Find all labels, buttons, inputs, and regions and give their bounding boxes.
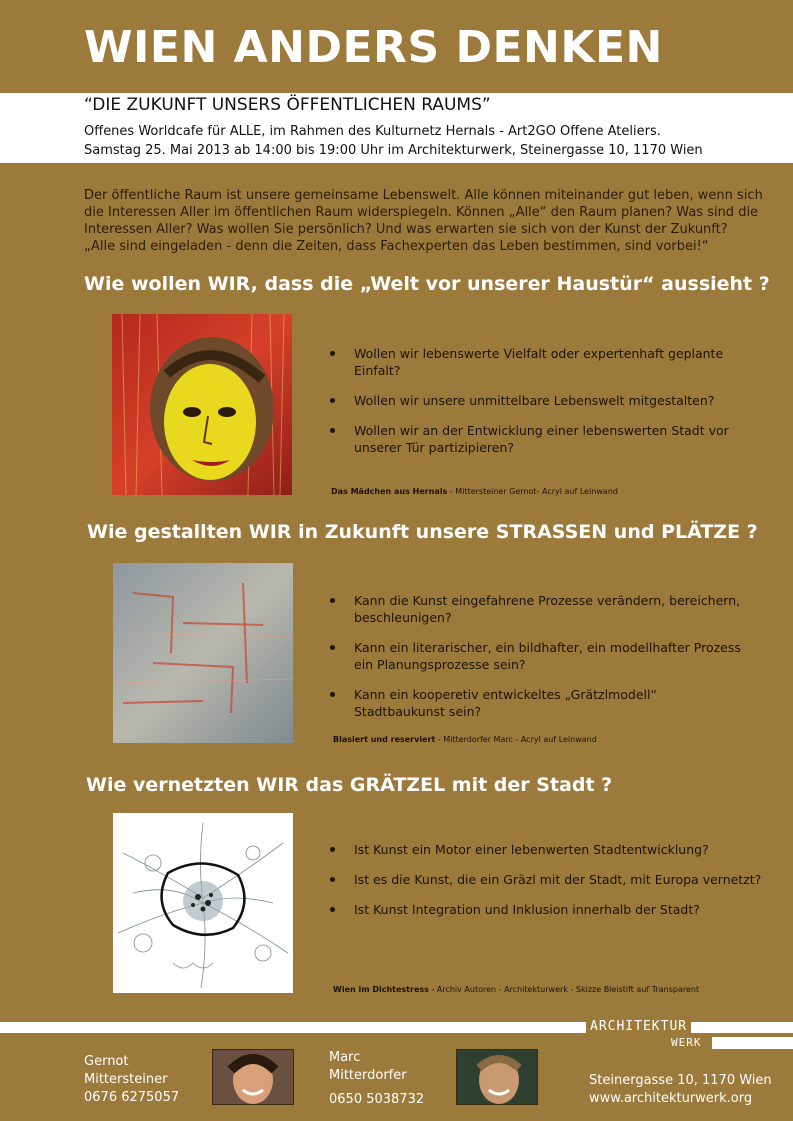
- logo-bar: [712, 1037, 793, 1049]
- image-caption: Wien im Dichtestress - Archiv Autoren - Architekturwerk - Skizze Bleistift auf Transparent: [333, 985, 700, 994]
- list-item: Wollen wir an der Entwicklung einer lebenswerten Stadt vor unserer Tür partizipieren?: [330, 422, 770, 456]
- bullet-icon: [330, 428, 335, 433]
- bullet-icon: [330, 351, 335, 356]
- painting-abstract-image: [113, 563, 293, 743]
- architekturwerk-logo: ARCHITEKTUR: [586, 1019, 691, 1034]
- contact-marc: Marc Mitterdorfer 0650 5038732: [329, 1050, 425, 1107]
- contact-gernot: Gernot Mittersteiner 0676 6275057: [84, 1054, 180, 1105]
- bullet-icon: [330, 907, 335, 912]
- subtitle: “DIE ZUKUNFT UNSERS ÖFFENTLICHEN RAUMS”: [84, 95, 491, 115]
- intro-line: Der öffentliche Raum ist unsere gemeinsame Lebenswelt. Alle können miteinander gut leben, wenn sich: [84, 188, 763, 203]
- event-description: Offenes Worldcafe für ALLE, im Rahmen des Kulturnetz Hernals - Art2GO Offene Ateliers.: [84, 124, 661, 139]
- bullet-icon: [330, 877, 335, 882]
- page-title: WIEN ANDERS DENKEN: [84, 22, 663, 73]
- bullet-icon: [330, 398, 335, 403]
- intro-paragraph: [84, 187, 774, 255]
- list-item: Ist Kunst Integration und Inklusion innerhalb der Stadt?: [330, 901, 770, 918]
- avatar: [212, 1049, 294, 1105]
- list-item: Kann ein literarischer, ein bildhafter, ein modellhafter Prozess ein Planungsprozesse sein?: [330, 639, 750, 673]
- intro-line: die Interessen Aller im öffentlichen Raum widerspiegeln. Können „Alle“ den Raum planen? Was sind die: [84, 205, 759, 220]
- painting-girl-image: [112, 314, 292, 495]
- section-heading: Wie gestallten WIR in Zukunft unsere STRASSEN und PLÄTZE ?: [87, 521, 758, 543]
- list-item: Kann die Kunst eingefahrene Prozesse verändern, bereichern, beschleunigen?: [330, 592, 750, 626]
- address-block: Steinergasse 10, 1170 Wien www.architekturwerk.org: [589, 1073, 772, 1106]
- list-item: Wollen wir unsere unmittelbare Lebenswelt mitgestalten?: [330, 392, 770, 409]
- list-item: Kann ein kooperetiv entwickeltes „Grätzlmodell“ Stadtbaukunst sein?: [330, 686, 750, 720]
- section-heading: Wie vernetzten WIR das GRÄTZEL mit der Stadt ?: [86, 774, 613, 796]
- website-link[interactable]: www.architekturwerk.org: [589, 1091, 753, 1106]
- intro-line: „Alle sind eingeladen - denn die Zeiten, dass Fachexperten das Leben bestimmen, sind vorbei!“: [84, 239, 709, 254]
- question-list: [330, 841, 770, 931]
- image-caption: Das Mädchen aus Hernals - Mittersteiner Gernot- Acryl auf Leinwand: [331, 487, 618, 496]
- sketch-map-image: [113, 813, 293, 993]
- avatar: [456, 1049, 538, 1105]
- section-heading: Wie wollen WIR, dass die „Welt vor unserer Haustür“ aussieht ?: [84, 273, 770, 295]
- bullet-icon: [330, 645, 335, 650]
- list-item: Ist es die Kunst, die ein Gräzl mit der Stadt, mit Europa vernetzt?: [330, 871, 770, 888]
- image-caption: Blasiert und reserviert - Mitterdorfer Marc - Acryl auf Leinwand: [333, 735, 597, 744]
- list-item: Ist Kunst ein Motor einer lebenwerten Stadtentwicklung?: [330, 841, 770, 858]
- bullet-icon: [330, 847, 335, 852]
- list-item: Wollen wir lebenswerte Vielfalt oder expertenhaft geplante Einfalt?: [330, 345, 770, 379]
- event-date-location: Samstag 25. Mai 2013 ab 14:00 bis 19:00 Uhr im Architekturwerk, Steinergasse 10, 1170 Wien: [84, 143, 703, 158]
- bullet-icon: [330, 692, 335, 697]
- bullet-icon: [330, 598, 335, 603]
- intro-line: Interessen Aller? Was wollen Sie persönlich? Und was erwarten sie sich von der Kunst der Zukunft?: [84, 222, 728, 237]
- question-list: [330, 592, 750, 733]
- architekturwerk-logo-sub: WERK: [671, 1036, 702, 1049]
- question-list: [330, 345, 770, 469]
